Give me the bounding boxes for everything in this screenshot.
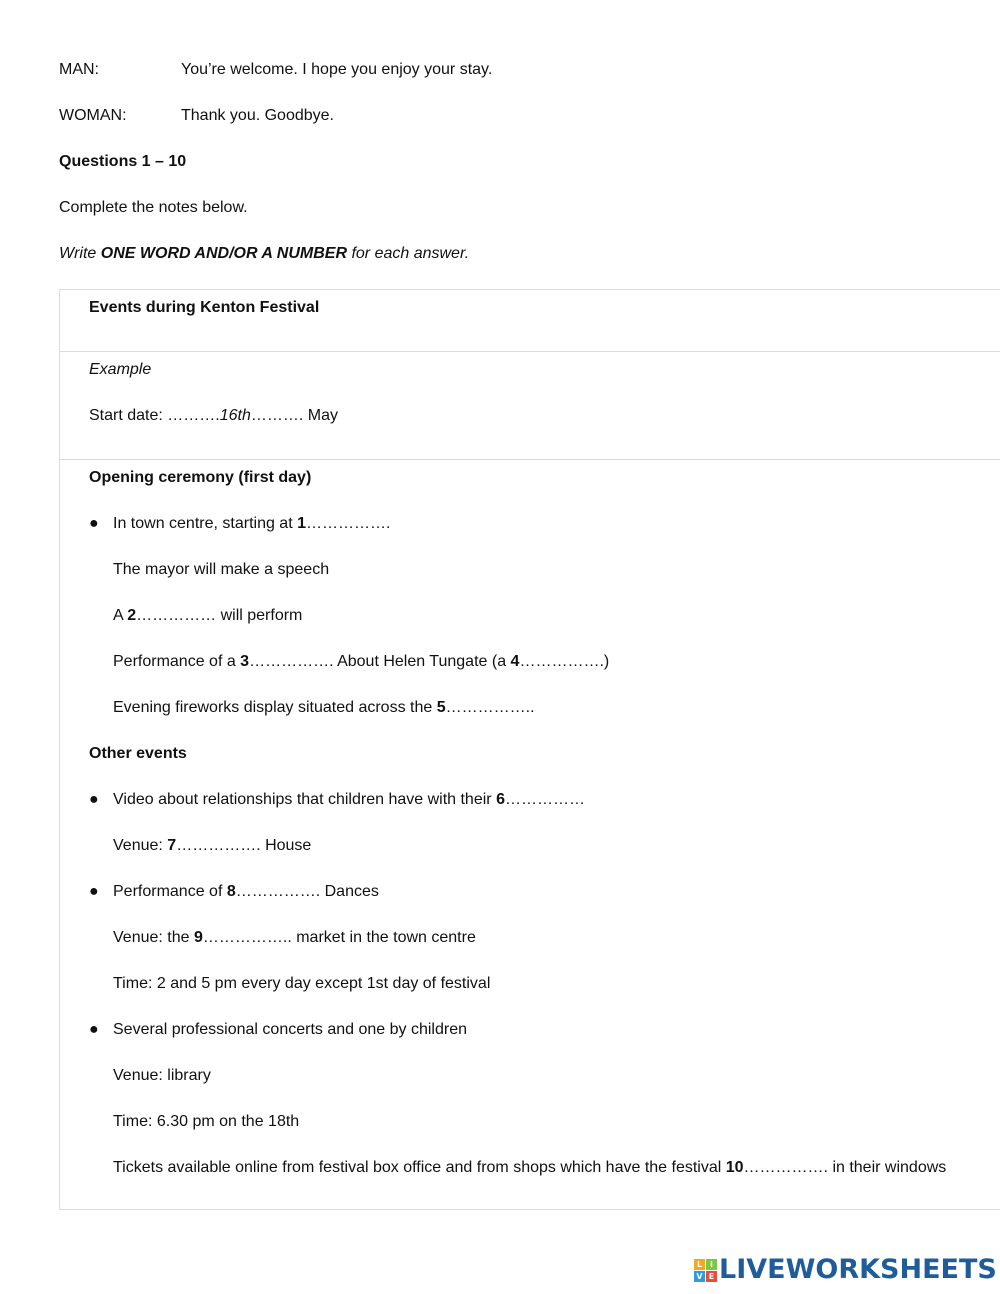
example-answer: 16th (219, 407, 251, 424)
logo-cell: i (706, 1259, 717, 1270)
logo-cell: E (706, 1271, 717, 1282)
dialogue-line-woman (59, 106, 334, 126)
question-number: 8 (226, 883, 236, 900)
example-post: ………. May (250, 407, 338, 424)
example-pre: Start date: ………. (89, 407, 220, 424)
write-bold: ONE WORD AND/OR A NUMBER (100, 245, 347, 262)
note-line (113, 882, 379, 902)
dialogue-text: You’re welcome. I hope you enjoy your stay. (181, 61, 493, 78)
answer-blank[interactable]: ……………. Dances (235, 883, 379, 900)
answer-blank[interactable]: ……………. in their windows (743, 1159, 947, 1176)
note-text: Tickets available online from festival box office and from shops which have the festival (113, 1159, 726, 1176)
note-line: Several professional concerts and one by children (113, 1021, 467, 1038)
answer-blank[interactable]: …………… will perform (136, 607, 303, 624)
logo-cell: V (694, 1271, 705, 1282)
speaker-label: MAN: (59, 61, 99, 78)
answer-blank[interactable]: ……………. (306, 515, 391, 532)
question-number: 10 (725, 1159, 744, 1176)
bullet-icon: ● (89, 791, 99, 808)
note-line (113, 652, 609, 672)
bullet-icon: ● (89, 883, 99, 900)
answer-blank[interactable]: …………….) (519, 653, 610, 670)
note-line (113, 698, 535, 718)
question-number: 1 (297, 515, 306, 532)
question-number: 3 (240, 653, 250, 670)
logo-cell: L (694, 1259, 705, 1270)
note-text: Performance of (113, 883, 227, 900)
divider (59, 351, 1000, 352)
note-line (113, 514, 390, 534)
question-number: 7 (167, 837, 177, 854)
example-label: Example (89, 361, 152, 378)
note-text: Evening fireworks display situated across the (113, 699, 437, 716)
questions-heading: Questions 1 – 10 (59, 153, 187, 170)
note-text: Venue: the (113, 929, 194, 946)
example-line (89, 406, 338, 426)
dialogue-text: Thank you. Goodbye. (181, 107, 334, 124)
note-text: A (113, 607, 128, 624)
liveworksheets-logo (694, 1255, 997, 1285)
question-number: 5 (436, 699, 446, 716)
answer-blank[interactable]: …………….. (445, 699, 535, 716)
question-number: 4 (510, 653, 520, 670)
logo-text: LIVEWORKSHEETS (719, 1254, 997, 1285)
note-text: Performance of a (113, 653, 241, 670)
divider (59, 459, 1000, 460)
question-number: 6 (496, 791, 505, 808)
instruction-text: Complete the notes below. (59, 199, 248, 216)
answer-blank[interactable]: ……………. About Helen Tungate (a (249, 653, 511, 670)
bullet-icon: ● (89, 1021, 99, 1038)
note-line (113, 606, 302, 626)
note-line: Time: 6.30 pm on the 18th (113, 1113, 300, 1130)
note-line (113, 836, 311, 856)
dialogue-line-man (59, 60, 492, 80)
question-number: 2 (127, 607, 137, 624)
logo-grid-icon (694, 1259, 717, 1282)
note-line: Venue: library (113, 1067, 211, 1084)
answer-blank[interactable]: …………… (504, 791, 585, 808)
note-line (113, 790, 585, 810)
write-pre: Write (59, 245, 101, 262)
write-instruction (59, 244, 469, 264)
opening-heading: Opening ceremony (first day) (89, 469, 312, 486)
note-line: Time: 2 and 5 pm every day except 1st day of festival (113, 975, 491, 992)
note-text: In town centre, starting at (113, 515, 298, 532)
write-post: for each answer. (347, 245, 470, 262)
answer-blank[interactable]: ……………. House (176, 837, 312, 854)
note-text: Video about relationships that children have with their (113, 791, 497, 808)
speaker-label: WOMAN: (59, 107, 127, 124)
note-line (113, 1158, 946, 1178)
other-heading: Other events (89, 745, 187, 762)
note-line (113, 928, 476, 948)
bullet-icon: ● (89, 515, 99, 532)
question-number: 9 (193, 929, 203, 946)
notes-title: Events during Kenton Festival (89, 299, 320, 316)
answer-blank[interactable]: …………….. market in the town centre (202, 929, 476, 946)
note-text: Venue: (113, 837, 168, 854)
note-line: The mayor will make a speech (113, 561, 330, 578)
